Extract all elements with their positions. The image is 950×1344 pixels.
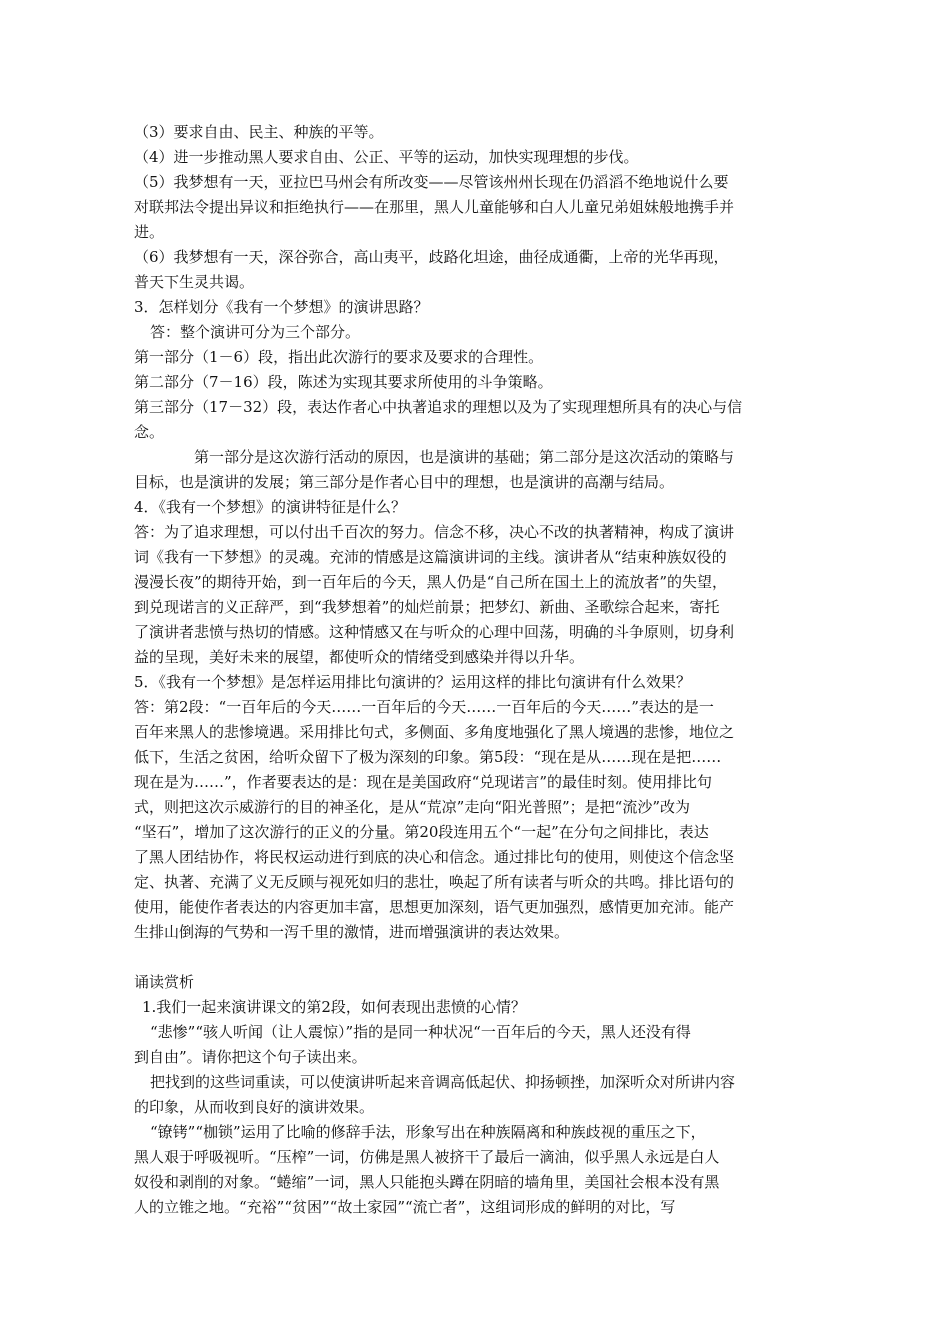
text-line: “坚石”，增加了这次游行的正义的分量。第20段连用五个“一起”在分句之间排比，表达 (134, 823, 709, 841)
text-line: 现在是为……”，作者要表达的是：现在是美国政府“兑现诺言”的最佳时刻。使用排比句 (134, 773, 713, 791)
text-line: “悲惨”“骇人听闻（让人震惊）”指的是同一种状况“一百年后的今天，黑人还没有得 (150, 1023, 691, 1041)
text-line: 式，则把这次示威游行的目的神圣化，是从“荒凉”走向“阳光普照”；是把“流沙”改为 (134, 798, 691, 816)
question-heading: 4．《我有一个梦想》的演讲特征是什么？ (134, 498, 407, 516)
question-heading: 3．怎样划分《我有一个梦想》的演讲思路？ (134, 298, 429, 316)
text-line: 的印象，从而收到良好的演讲效果。 (134, 1098, 375, 1116)
text-line: 使用，能使作者表达的内容更加丰富，思想更加深刻，语气更加强烈，感情更加充沛。能产 (134, 898, 735, 916)
text-line: 第一部分是这次游行活动的原因，也是演讲的基础；第二部分是这次活动的策略与 (194, 448, 735, 466)
text-line: 把找到的这些词重读，可以使演讲听起来音调高低起伏、抑扬顿挫，加深听众对所讲内容 (150, 1073, 736, 1091)
text-line: 了黑人团结协作，将民权运动进行到底的决心和信念。通过排比句的使用，则使这个信念坚 (134, 848, 735, 866)
text-line: （4）进一步推动黑人要求自由、公正、平等的运动，加快实现理想的步伐。 (134, 148, 639, 166)
section-heading: 诵读赏析 (134, 973, 195, 991)
text-line: 百年来黑人的悲惨境遇。采用排比句式，多侧面、多角度地强化了黑人境遇的悲惨，地位之 (134, 723, 735, 741)
text-line: 了演讲者悲愤与热切的情感。这种情感又在与听众的心理中回荡，明确的斗争原则，切身利 (134, 623, 735, 641)
text-line: 人的立锥之地。“充裕”“贫困”“故土家园”“流亡者”，这组词形成的鲜明的对比，写 (134, 1198, 676, 1216)
answer-line: 答：整个演讲可分为三个部分。 (150, 323, 361, 341)
text-line: 词《我有一下梦想》的灵魂。充沛的情感是这篇演讲词的主线。演讲者从“结束种族奴役的 (134, 548, 727, 566)
text-line: 定、执著、充满了义无反顾与视死如归的悲壮，唤起了所有读者与听众的共鸣。排比语句的 (134, 873, 735, 891)
text-line: 奴役和剥削的对象。“蜷缩”一词，黑人只能抱头蹲在阴暗的墙角里，美国社会根本没有黑 (134, 1173, 720, 1191)
text-line: （5）我梦想有一天，亚拉巴马州会有所改变——尽管该州州长现在仍滔滔不绝地说什么要 (134, 173, 729, 191)
text-line: 生排山倒海的气势和一泻千里的激情，进而增强演讲的表达效果。 (134, 923, 570, 941)
text-line: 低下，生活之贫困，给听众留下了极为深刻的印象。第5段：“现在是从……现在是把…… (134, 748, 722, 766)
text-line: 念。 (134, 423, 165, 441)
text-line: 第二部分（7－16）段，陈述为实现其要求所使用的斗争策略。 (134, 373, 553, 391)
answer-line: 答：为了追求理想，可以付出千百次的努力。信念不移，决心不改的执著精神，构成了演讲 (134, 523, 735, 541)
text-line: “镣铐”“枷锁”运用了比喻的修辞手法，形象写出在种族隔离和种族歧视的重压之下， (150, 1123, 706, 1141)
text-line: 益的呈现，美好未来的展望，都使听众的情绪受到感染并得以升华。 (134, 648, 585, 666)
text-line: 漫漫长夜”的期待开始，到一百年后的今天，黑人仍是“自己所在国土上的流放者”的失望， (134, 573, 728, 591)
question-heading: 1.我们一起来演讲课文的第2段，如何表现出悲愤的心情？ (142, 998, 526, 1016)
text-line: （3）要求自由、民主、种族的平等。 (134, 123, 384, 141)
text-line: （6）我梦想有一天，深谷弥合，高山夷平，歧路化坦途，曲径成通衢，上帝的光华再现， (134, 248, 729, 266)
text-line: 到兑现诺言的义正辞严，到“我梦想着”的灿烂前景；把梦幻、新曲、圣歌综合起来，寄托 (134, 598, 720, 616)
text-line: 第三部分（17－32）段，表达作者心中执著追求的理想以及为了实现理想所具有的决心与信 (134, 398, 743, 416)
text-line: 到自由”。请你把这个句子读出来。 (134, 1048, 367, 1066)
text-line: 普天下生灵共谒。 (134, 273, 255, 291)
document-page (134, 120, 824, 1220)
text-line: 对联邦法令提出异议和拒绝执行——在那里，黑人儿童能够和白人儿童兄弟姐妹般地携手并 (134, 198, 735, 216)
text-line: 第一部分（1－6）段，指出此次游行的要求及要求的合理性。 (134, 348, 544, 366)
text-line: 黑人艰于呼吸视听。“压榨”一词，仿佛是黑人被挤干了最后一滴油，似乎黑人永远是白人 (134, 1148, 720, 1166)
text-line: 进。 (134, 223, 165, 241)
answer-line: 答：第2段：“一百年后的今天……一百年后的今天……一百年后的今天……”表达的是一 (134, 698, 714, 716)
blank-line (134, 945, 824, 970)
text-line: 目标，也是演讲的发展；第三部分是作者心目中的理想，也是演讲的高潮与结局。 (134, 473, 675, 491)
question-heading: 5．《我有一个梦想》是怎样运用排比句演讲的？运用这样的排比句演讲有什么效果？ (134, 673, 692, 691)
